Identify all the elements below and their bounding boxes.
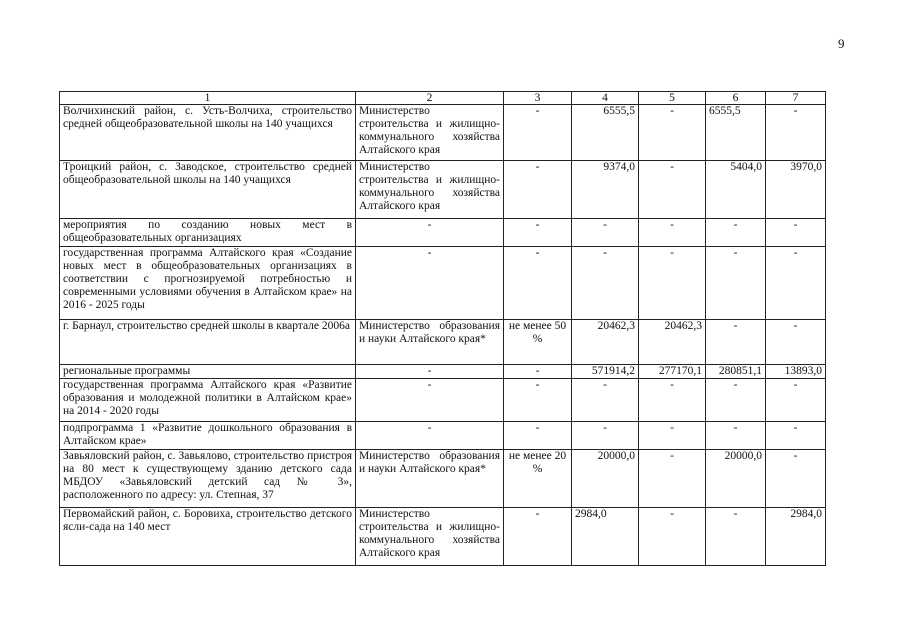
row-name-cell: г. Барнаул, строительство средней школы в квартале 2006а	[60, 320, 356, 365]
row-agency-cell: Министерство образования и науки Алтайского края*	[356, 320, 504, 365]
row-name-cell: подпрограмма 1 «Развитие дошкольного образования в Алтайском крае»	[60, 422, 356, 450]
row-name-cell: региональные программы	[60, 365, 356, 379]
row-share-cell: -	[504, 247, 572, 320]
row-value-cell: 3970,0	[766, 161, 826, 219]
row-value-cell: -	[766, 379, 826, 422]
row-value-cell: -	[706, 508, 766, 566]
row-value-cell: 2984,0	[766, 508, 826, 566]
table-row	[60, 247, 826, 320]
table-row	[60, 508, 826, 566]
table-row	[60, 365, 826, 379]
row-value-cell: 13893,0	[766, 365, 826, 379]
row-value-cell: -	[766, 247, 826, 320]
row-value-cell: -	[639, 247, 706, 320]
row-value-cell: -	[639, 450, 706, 508]
row-value-cell: -	[706, 422, 766, 450]
row-agency-cell: Министерство строительства и жилищно-коммунального хозяйства Алтайского края	[356, 105, 504, 161]
row-agency-cell: -	[356, 365, 504, 379]
row-value-cell: -	[766, 422, 826, 450]
row-value-cell: 277170,1	[639, 365, 706, 379]
row-value-cell: -	[639, 219, 706, 247]
table-row	[60, 320, 826, 365]
row-value-cell: 2984,0	[572, 508, 639, 566]
row-share-cell: -	[504, 219, 572, 247]
row-value-cell: -	[766, 450, 826, 508]
row-value-cell: 20000,0	[572, 450, 639, 508]
row-value-cell: -	[706, 247, 766, 320]
column-header: 1	[60, 92, 356, 105]
column-header: 4	[572, 92, 639, 105]
row-value-cell: -	[639, 422, 706, 450]
table-row	[60, 450, 826, 508]
table-row	[60, 422, 826, 450]
row-value-cell: 20462,3	[639, 320, 706, 365]
column-header: 5	[639, 92, 706, 105]
page-number: 9	[838, 36, 845, 51]
row-value-cell: 571914,2	[572, 365, 639, 379]
row-share-cell: не менее 20 %	[504, 450, 572, 508]
row-value-cell: 20462,3	[572, 320, 639, 365]
row-value-cell: -	[766, 219, 826, 247]
row-value-cell: -	[706, 379, 766, 422]
row-share-cell: -	[504, 379, 572, 422]
row-share-cell: -	[504, 422, 572, 450]
row-agency-cell: Министерство образования и науки Алтайского края*	[356, 450, 504, 508]
row-value-cell: -	[572, 219, 639, 247]
row-value-cell: 5404,0	[706, 161, 766, 219]
row-name-cell: Троицкий район, с. Заводское, строительство средней общеобразовательной школы на 140 учащихся	[60, 161, 356, 219]
row-value-cell: 20000,0	[706, 450, 766, 508]
row-value-cell: -	[766, 320, 826, 365]
column-header: 2	[356, 92, 504, 105]
row-value-cell: -	[639, 105, 706, 161]
row-value-cell: -	[766, 105, 826, 161]
row-agency-cell: Министерство строительства и жилищно-коммунального хозяйства Алтайского края	[356, 508, 504, 566]
table-row	[60, 105, 826, 161]
row-value-cell: 6555,5	[706, 105, 766, 161]
row-name-cell: Первомайский район, с. Боровиха, строительство детского ясли-сада на 140 мест	[60, 508, 356, 566]
row-name-cell: государственная программа Алтайского края «Развитие образования и молодежной политики в Алтайском крае» на 2014 - 2020 годы	[60, 379, 356, 422]
row-value-cell: 280851,1	[706, 365, 766, 379]
row-value-cell: -	[706, 219, 766, 247]
table-row	[60, 219, 826, 247]
row-name-cell: Волчихинский район, с. Усть-Волчиха, строительство средней общеобразовательной школы на 140 учащихся	[60, 105, 356, 161]
row-value-cell: 6555,5	[572, 105, 639, 161]
row-agency-cell: -	[356, 422, 504, 450]
row-name-cell: мероприятия по созданию новых мест в общеобразовательных организациях	[60, 219, 356, 247]
row-share-cell: -	[504, 105, 572, 161]
row-share-cell: -	[504, 365, 572, 379]
row-share-cell: -	[504, 508, 572, 566]
row-value-cell: -	[639, 379, 706, 422]
table-row	[60, 379, 826, 422]
column-header: 7	[766, 92, 826, 105]
row-value-cell: -	[572, 422, 639, 450]
row-agency-cell: Министерство строительства и жилищно-коммунального хозяйства Алтайского края	[356, 161, 504, 219]
row-value-cell: -	[639, 161, 706, 219]
row-share-cell: не менее 50 %	[504, 320, 572, 365]
row-value-cell: -	[572, 247, 639, 320]
row-name-cell: государственная программа Алтайского края «Создание новых мест в общеобразовательных организациях в соответствии с прогнозируемой потребностью и современными условиями обучения в Алтайском крае» на 2016 - 2025 годы	[60, 247, 356, 320]
row-agency-cell: -	[356, 247, 504, 320]
budget-table	[59, 91, 826, 566]
row-value-cell: -	[706, 320, 766, 365]
column-header: 3	[504, 92, 572, 105]
row-agency-cell: -	[356, 379, 504, 422]
row-value-cell: -	[572, 379, 639, 422]
row-value-cell: -	[639, 508, 706, 566]
column-header: 6	[706, 92, 766, 105]
table-row	[60, 161, 826, 219]
row-name-cell: Завьяловский район, с. Завьялово, строительство пристроя на 80 мест к существующему зданию детского сада МБДОУ «Завьяловский детский сад № 3», расположенного по адресу: ул. Степная, 37	[60, 450, 356, 508]
row-share-cell: -	[504, 161, 572, 219]
row-agency-cell: -	[356, 219, 504, 247]
header-row	[60, 92, 826, 105]
row-value-cell: 9374,0	[572, 161, 639, 219]
